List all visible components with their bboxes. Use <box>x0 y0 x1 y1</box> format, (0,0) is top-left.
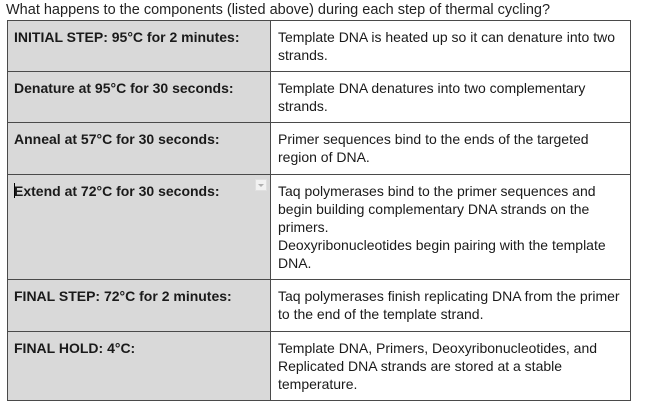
step-label: Extend at 72°C for 30 seconds: <box>14 183 220 199</box>
step-label-cell[interactable] <box>8 280 271 332</box>
step-description: Template DNA, Primers, Deoxyribonucleotides, and Replicated DNA strands are stored at a stable temperature. <box>278 340 598 392</box>
step-label: Anneal at 57°C for 30 seconds: <box>14 131 220 147</box>
step-description: Primer sequences bind to the ends of the targeted region of DNA. <box>278 131 589 165</box>
table-row <box>8 123 631 175</box>
step-description: Taq polymerases finish replicating DNA from the primer to the end of the template strand. <box>278 288 620 322</box>
table-row <box>8 21 631 72</box>
step-label: FINAL STEP: 72°C for 2 minutes: <box>14 288 232 304</box>
step-description-cell[interactable] <box>271 175 631 280</box>
step-label: INITIAL STEP: 95°C for 2 minutes: <box>14 29 240 45</box>
step-label: FINAL HOLD: 4°C: <box>14 340 136 356</box>
table-row <box>8 72 631 123</box>
step-label: Denature at 95°C for 30 seconds: <box>14 80 234 96</box>
step-description: Template DNA is heated up so it can denature into two strands. <box>278 29 615 63</box>
table-row <box>8 332 631 401</box>
table-row <box>8 175 631 280</box>
step-label-cell[interactable] <box>8 72 271 123</box>
step-label-cell-active[interactable] <box>8 175 271 280</box>
cell-menu-dropdown-icon[interactable] <box>255 179 267 191</box>
step-description-cell[interactable] <box>271 72 631 123</box>
step-description: Template DNA denatures into two complementary strands. <box>278 80 586 114</box>
step-description: Deoxyribonucleotides begin pairing with the template DNA. <box>278 237 606 271</box>
step-label-cell[interactable] <box>8 123 271 175</box>
table-row <box>8 280 631 332</box>
step-description-cell[interactable] <box>271 123 631 175</box>
thermal-cycling-table <box>7 20 631 401</box>
step-label-cell[interactable] <box>8 21 271 72</box>
question-text: What happens to the components (listed above) during each step of thermal cycling? <box>6 2 551 18</box>
step-description: Taq polymerases bind to the primer sequences and begin building complementary DNA strands on the primers. <box>278 183 596 235</box>
step-description-cell[interactable] <box>271 332 631 401</box>
step-description-cell[interactable] <box>271 21 631 72</box>
step-description-cell[interactable] <box>271 280 631 332</box>
step-label-cell[interactable] <box>8 332 271 401</box>
